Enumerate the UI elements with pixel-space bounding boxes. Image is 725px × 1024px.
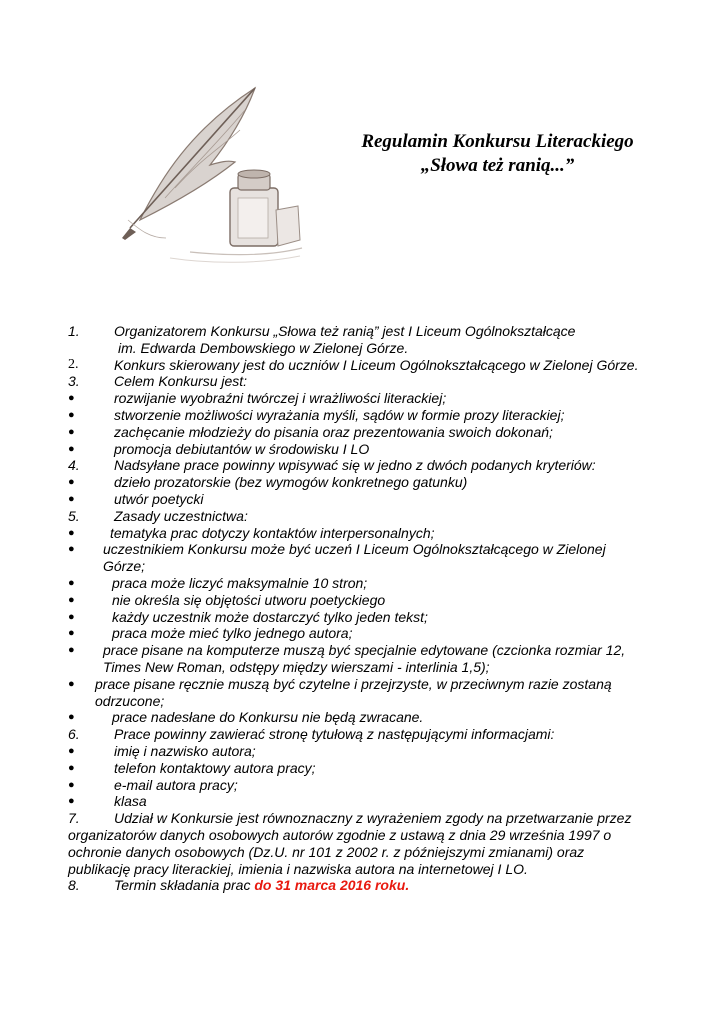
bullet-item [0, 424, 725, 441]
bullet-item [0, 525, 725, 542]
bullet-icon: ● [68, 425, 75, 438]
bullet-icon: ● [68, 644, 75, 657]
list-item [0, 877, 725, 894]
bullet-icon: ● [68, 761, 75, 774]
item-text: Nadsyłane prace powinny wpisywać się w jedno z dwóch podanych kryteriów: [114, 457, 596, 474]
bullet-icon: ● [68, 492, 75, 505]
list-item-continuation [0, 844, 725, 861]
bullet-icon: ● [68, 392, 75, 405]
bullet-text: utwór poetycki [114, 490, 204, 507]
bullet-icon: ● [68, 442, 75, 455]
bullet-icon: ● [68, 526, 75, 539]
item-text: Celem Konkursu jest: [114, 373, 248, 390]
bullet-text: praca może mieć tylko jednego autora; [112, 625, 353, 642]
list-item-continuation [0, 827, 725, 844]
bullet-text: dzieło prozatorskie (bez wymogów konkretnego gatunku) [114, 474, 468, 491]
bullet-icon: ● [68, 677, 75, 690]
item-number: 5. [68, 507, 80, 524]
bullet-item [0, 777, 725, 794]
bullet-text: telefon kontaktowy autora pracy; [114, 759, 316, 776]
list-item-continuation [0, 861, 725, 878]
bullet-text: uczestnikiem Konkursu może być uczeń I Liceum Ogólnokształcącego w Zielonej [103, 541, 606, 558]
bullet-text: promocja debiutantów w środowisku I LO [114, 440, 370, 457]
bullet-continuation [0, 558, 725, 575]
list-item-continuation [0, 340, 725, 357]
item-number: 6. [68, 726, 80, 743]
bullet-icon: ● [68, 778, 75, 791]
title-line-2: „Słowa też ranią...” [420, 155, 575, 176]
title-line-1: Regulamin Konkursu Literackiego [361, 131, 634, 152]
item-text: Termin składania prac [114, 877, 251, 894]
list-item [0, 810, 725, 827]
bullet-item [0, 491, 725, 508]
item-number: 8. [68, 877, 80, 894]
rules-list [0, 323, 725, 894]
bullet-icon: ● [68, 576, 75, 589]
item-text: organizatorów danych osobowych autorów zgodnie z ustawą z dnia 29 września 1997 o [68, 826, 612, 843]
bullet-icon: ● [68, 408, 75, 421]
list-item [0, 373, 725, 390]
bullet-icon: ● [68, 627, 75, 640]
bullet-item [0, 642, 725, 659]
bullet-item [0, 390, 725, 407]
bullet-icon: ● [68, 543, 75, 556]
bullet-icon: ● [68, 593, 75, 606]
bullet-item [0, 609, 725, 626]
bullet-text: stworzenie możliwości wyrażania myśli, sądów w formie prozy literackiej; [114, 406, 565, 423]
bullet-icon: ● [68, 711, 75, 724]
bullet-text: każdy uczestnik może dostarczyć tylko jeden tekst; [112, 608, 428, 625]
bullet-icon: ● [68, 476, 75, 489]
bullet-item [0, 541, 725, 558]
bullet-item [0, 592, 725, 609]
item-number: 7. [68, 810, 80, 827]
item-text: im. Edwarda Dembowskiego w Zielonej Górze. [118, 339, 409, 356]
bullet-text: praca może liczyć maksymalnie 10 stron; [112, 574, 368, 591]
quill-and-inkwell-icon [70, 70, 310, 270]
bullet-icon: ● [68, 744, 75, 757]
item-text: Prace powinny zawierać stronę tytułową z następującymi informacjami: [114, 726, 555, 743]
bullet-text: Górze; [103, 558, 146, 575]
bullet-text: odrzucone; [95, 692, 165, 709]
item-number: 4. [68, 457, 80, 474]
bullet-item [0, 474, 725, 491]
bullet-item [0, 407, 725, 424]
bullet-text: prace pisane ręcznie muszą być czytelne i przejrzyste, w przeciwnym razie zostaną [95, 675, 612, 692]
deadline-date: do 31 marca 2016 roku. [254, 877, 410, 894]
bullet-text: zachęcanie młodzieży do pisania oraz prezentowania swoich dokonań; [114, 423, 553, 440]
document-title [320, 130, 675, 178]
bullet-text: e-mail autora pracy; [114, 776, 238, 793]
item-text: Udział w Konkursie jest równoznaczny z wyrażeniem zgody na przetwarzanie przez [114, 810, 632, 827]
bullet-item [0, 743, 725, 760]
bullet-item [0, 575, 725, 592]
bullet-text: klasa [114, 793, 147, 810]
bullet-text: Times New Roman, odstępy między wierszami - interlinia 1,5); [103, 658, 490, 675]
list-item [0, 357, 725, 374]
bullet-text: imię i nazwisko autora; [114, 742, 256, 759]
bullet-continuation [0, 659, 725, 676]
list-item [0, 726, 725, 743]
bullet-item [0, 793, 725, 810]
item-text: Konkurs skierowany jest do uczniów I Liceum Ogólnokształcącego w Zielonej Górze. [114, 356, 639, 373]
bullet-text: prace pisane na komputerze muszą być specjalnie edytowane (czcionka rozmiar 12, [103, 642, 626, 659]
item-text: Organizatorem Konkursu „Słowa też ranią” jest I Liceum Ogólnokształcące [114, 323, 576, 339]
bullet-text: nie określa się objętości utworu poetyckiego [112, 591, 386, 608]
bullet-item [0, 676, 725, 693]
item-number: 1. [68, 323, 80, 339]
item-number: 2. [68, 356, 79, 372]
bullet-item [0, 760, 725, 777]
list-item [0, 508, 725, 525]
bullet-text: prace nadesłane do Konkursu nie będą zwracane. [112, 709, 424, 726]
bullet-text: rozwijanie wyobraźni twórczej i wrażliwości literackiej; [114, 390, 447, 407]
item-number: 3. [68, 373, 80, 390]
list-item [0, 323, 725, 340]
list-item [0, 457, 725, 474]
deadline-line [114, 877, 409, 894]
bullet-item [0, 709, 725, 726]
bullet-continuation [0, 693, 725, 710]
bullet-item [0, 625, 725, 642]
item-text: Zasady uczestnictwa: [114, 507, 248, 524]
bullet-icon: ● [68, 795, 75, 808]
bullet-text: tematyka prac dotyczy kontaktów interpersonalnych; [110, 524, 435, 541]
bullet-icon: ● [68, 610, 75, 623]
item-text: ochronie danych osobowych (Dz.U. nr 101 z 2002 r. z późniejszymi zmianami) oraz [68, 843, 585, 860]
bullet-item [0, 441, 725, 458]
item-text: publikację pracy literackiej, imienia i nazwiska autora na internetowej I LO. [68, 860, 528, 877]
